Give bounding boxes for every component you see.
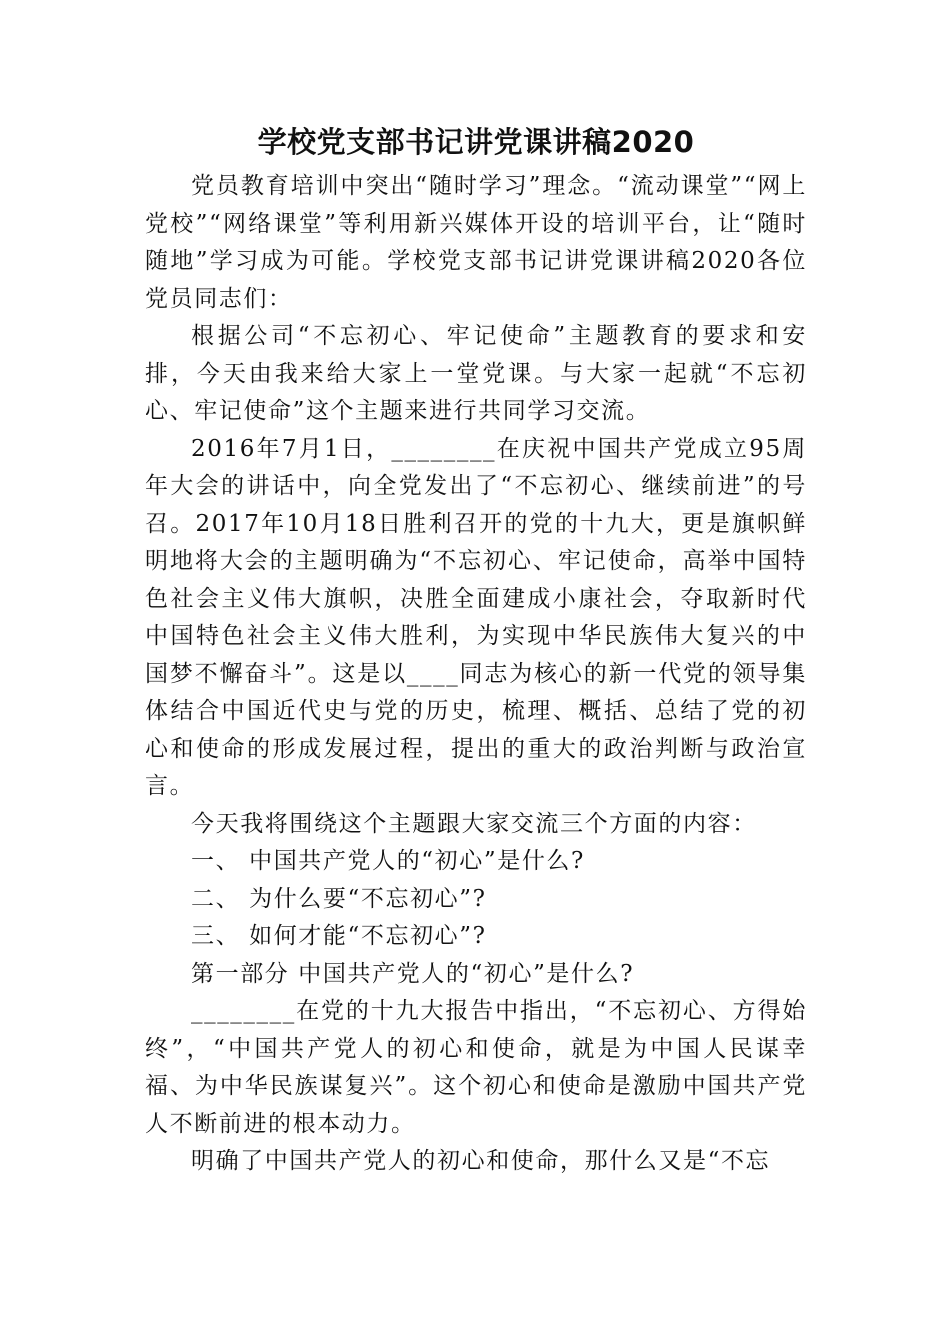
paragraph-agenda: 今天我将围绕这个主题跟大家交流三个方面的内容： — [191, 810, 757, 837]
document-title: 学校党支部书记讲党课讲稿2020 — [257, 125, 695, 159]
section-heading-part-one: 第一部分 中国共产党人的“初心”是什么? — [191, 960, 635, 987]
paragraph-history: 2016年7月1日，________在庆祝中国共产党成立95周年大会的讲话中，向全党发出了“不忘初心、继续前进”的号召。2017年10月18日胜利召开的党的十九大，更是旗帜鲜明地将大会的主题明确为“不忘初心、牢记使命，高举中国特色社会主义伟大旗帜，决胜全面建成小康社会，夺取新时代中国特色社会主义伟大胜利，为实现中华民族伟大复兴的中国梦不懈奋斗”。这是以____同志为核心的新一代党的领导集体结合中国近代史与党的历史，梳理、概括、总结了党的初心和使命的形成发展过程，提出的重大的政治判断与政治宣言。 — [145, 435, 807, 799]
outline-item-2: 二、 为什么要“不忘初心”? — [191, 885, 487, 912]
paragraph-report-quote: ________在党的十九大报告中指出，“不忘初心、方得始终”，“中国共产党人的初心和使命，就是为中国人民谋幸福、为中华民族谋复兴”。这个初心和使命是激励中国共产党人不断前进的根本动力。 — [145, 998, 807, 1137]
outline-item-3: 三、 如何才能“不忘初心”? — [191, 923, 487, 949]
document-page — [145, 118, 807, 1181]
outline-item-1: 一、 中国共产党人的“初心”是什么? — [191, 848, 585, 874]
paragraph-intro: 党员教育培训中突出“随时学习”理念。“流动课堂”“网上党校”“网络课堂”等利用新兴媒体开设的培训平台，让“随时随地”学习成为可能。学校党支部书记讲党课讲稿2020各位党员同志们： — [145, 173, 807, 312]
paragraph-arrangement: 根据公司“不忘初心、牢记使命”主题教育的要求和安排，今天由我来给大家上一堂党课。与大家一起就“不忘初心、牢记使命”这个主题来进行共同学习交流。 — [145, 323, 807, 424]
paragraph-continuation: 明确了中国共产党人的初心和使命，那什么又是“不忘 — [191, 1148, 771, 1174]
